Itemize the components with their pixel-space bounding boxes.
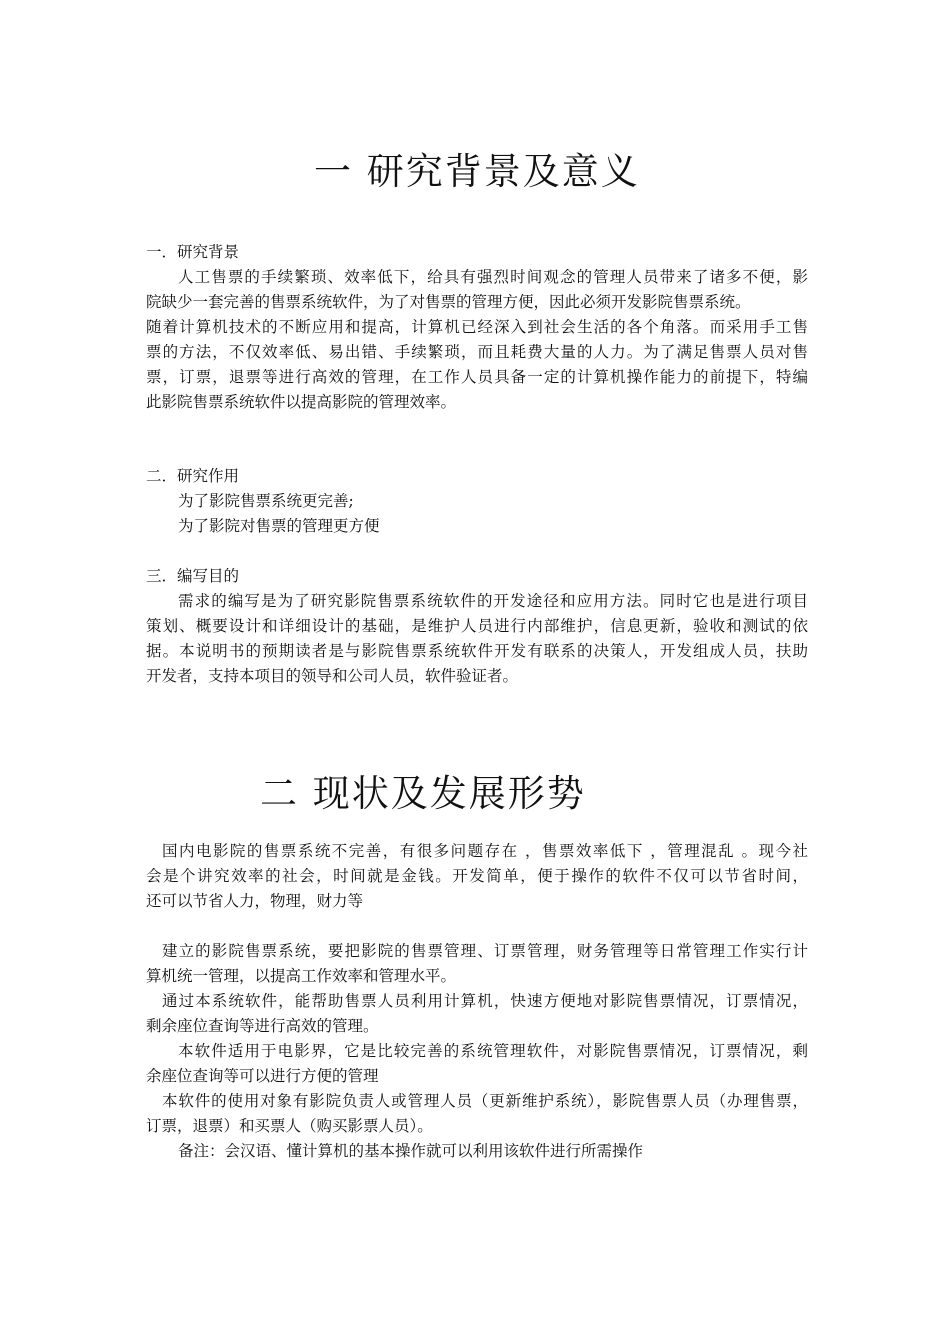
para-2-line-2: 算机统一管理，以提高工作效率和管理水平。 bbox=[146, 967, 457, 985]
section-1-heading: 一．研究背景 bbox=[146, 243, 240, 261]
para-3-line-2: 剩余座位查询等进行高效的管理。 bbox=[146, 1017, 379, 1035]
para-5-line-1: 本软件的使用对象有影院负责人或管理人员（更新维护系统），影院售票人员（办理售票， bbox=[162, 1092, 808, 1110]
para-3-line-1: 通过本系统软件，能帮助售票人员利用计算机，快速方便地对影院售票情况，订票情况， bbox=[162, 992, 808, 1010]
section-1-line-3: 随着计算机技术的不断应用和提高，计算机已经深入到社会生活的各个角落。而采用手工售 bbox=[146, 318, 808, 336]
section-2-heading: 二．研究作用 bbox=[146, 467, 240, 485]
section-3-heading: 三．编写目的 bbox=[146, 567, 240, 585]
para-4-line-2: 余座位查询等可以进行方便的管理 bbox=[146, 1067, 379, 1085]
section-1-line-1: 人工售票的手续繁琐、效率低下，给具有强烈时间观念的管理人员带来了诸多不便，影 bbox=[178, 268, 808, 286]
para-2-line-1: 建立的影院售票系统，要把影院的售票管理、订票管理，财务管理等日常管理工作实行计 bbox=[162, 942, 808, 960]
chapter-2-title: 二 现状及发展形势 bbox=[260, 772, 586, 815]
section-3-line-2: 策划、概要设计和详细设计的基础，是维护人员进行内部维护，信息更新，验收和测试的依 bbox=[146, 617, 808, 635]
para-1-line-2: 会是个讲究效率的社会，时间就是金钱。开发简单，便于操作的软件不仅可以节省时间， bbox=[146, 867, 808, 885]
para-4-line-1: 本软件适用于电影界，它是比较完善的系统管理软件，对影院售票情况，订票情况，剩 bbox=[178, 1042, 808, 1060]
section-1-line-6: 此影院售票系统软件以提高影院的管理效率。 bbox=[146, 393, 457, 411]
para-1-line-3: 还可以节省人力，物理，财力等 bbox=[146, 892, 364, 910]
section-1-line-5: 票，订票，退票等进行高效的管理，在工作人员具备一定的计算机操作能力的前提下，特编 bbox=[146, 368, 808, 386]
section-1-line-2: 院缺少一套完善的售票系统软件，为了对售票的管理方便，因此必须开发影院售票系统。 bbox=[146, 293, 751, 311]
section-3-line-1: 需求的编写是为了研究影院售票系统软件的开发途径和应用方法。同时它也是进行项目 bbox=[178, 592, 808, 610]
section-3-line-4: 开发者，支持本项目的领导和公司人员，软件验证者。 bbox=[146, 667, 519, 685]
section-2-line-2: 为了影院对售票的管理更方便 bbox=[178, 517, 380, 535]
note-line: 备注：会汉语、懂计算机的基本操作就可以利用该软件进行所需操作 bbox=[178, 1142, 644, 1160]
section-2-line-1: 为了影院售票系统更完善; bbox=[178, 492, 354, 510]
section-3-line-3: 据。本说明书的预期读者是与影院售票系统软件开发有联系的决策人，开发组成人员，扶助 bbox=[146, 642, 808, 660]
para-1-line-1: 国内电影院的售票系统不完善，有很多问题存在 ，售票效率低下 ，管理混乱 。现今社 bbox=[162, 842, 808, 860]
section-1-line-4: 票的方法，不仅效率低、易出错、手续繁琐，而且耗费大量的人力。为了满足售票人员对售 bbox=[146, 343, 808, 361]
para-5-line-2: 订票，退票）和买票人（购买影票人员）。 bbox=[146, 1117, 433, 1135]
chapter-1-title: 一 研究背景及意义 bbox=[314, 150, 640, 193]
